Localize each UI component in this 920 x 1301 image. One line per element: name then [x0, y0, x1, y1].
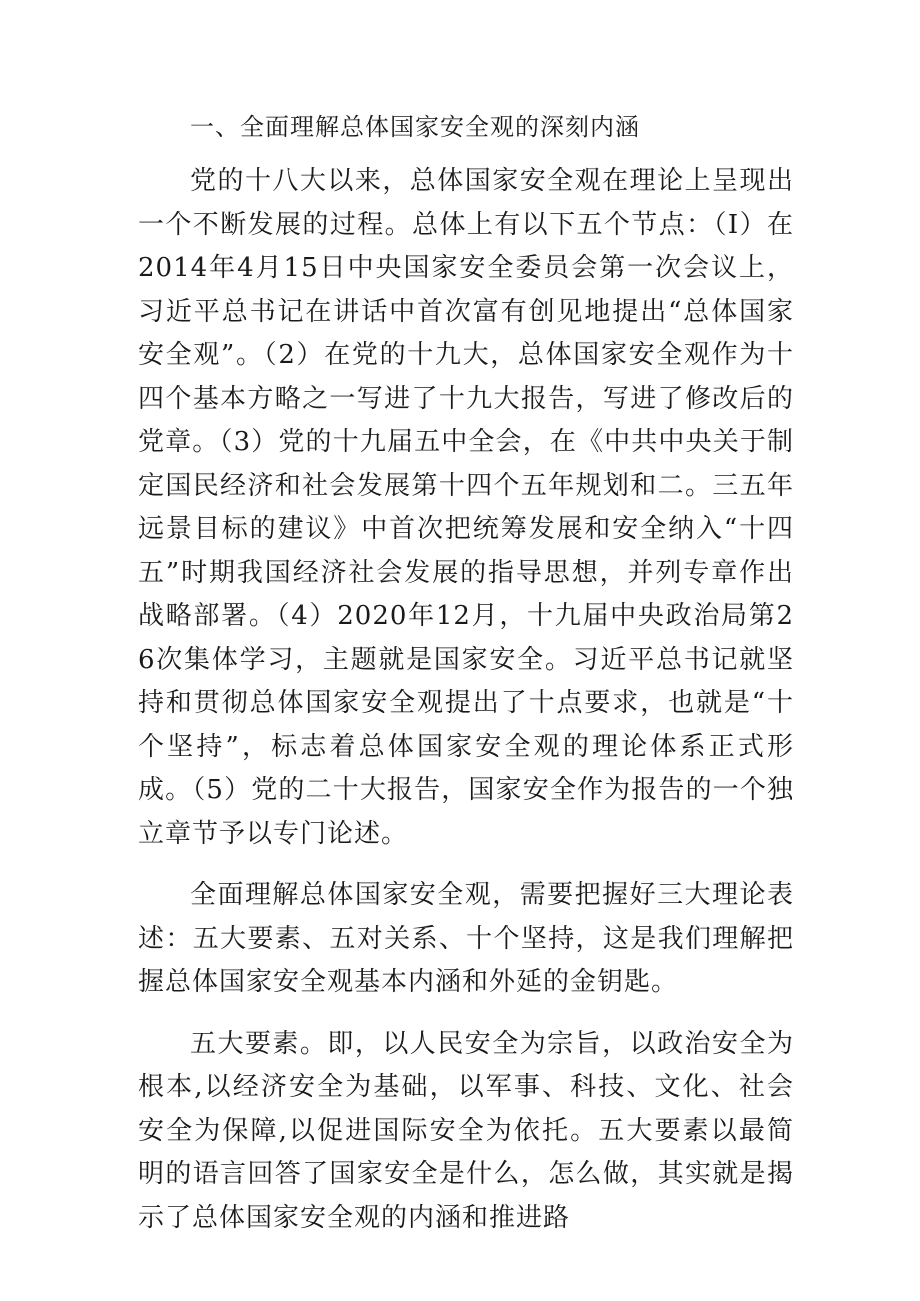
paragraph-five-elements: 五大要素。即，以人民安全为宗旨，以政治安全为根本,以经济安全为基础，以军事、科技、文化、社会安全为保障,以促进国际安全为依托。五大要素以最简明的语言回答了国家安全是什么，怎么做，其实就是揭示了总体国家安全观的内涵和推进路: [138, 1028, 794, 1233]
paragraph-development-nodes: 党的十八大以来，总体国家安全观在理论上呈现出一个不断发展的过程。总体上有以下五个节点：（I）在2014年4月15日中央国家安全委员会第一次会议上，习近平总书记在讲话中首次富有创见地提出“总体国家安全观”。（2）在党的十九大，总体国家安全观作为十四个基本方略之一写进了十九大报告，写进了修改后的党章。（3）党的十九届五中全会，在《中共中央关于制定国民经济和社会发展第十四个五年规划和二。三五年远景目标的建议》中首次把统筹发展和安全纳入“十四五”时期我国经济社会发展的指导思想，并列专章作出战略部署。（4）2020年12月，十九届中央政治局第26次集体学习，主题就是国家安全。习近平总书记就坚持和贯彻总体国家安全观提出了十点要求，也就是“十个坚持”，标志着总体国家安全观的理论体系正式形成。（5）党的二十大报告，国家安全作为报告的一个独立章节予以专门论述。: [138, 166, 794, 849]
paragraph-three-theories: 全面理解总体国家安全观，需要把握好三大理论表述：五大要素、五对关系、十个坚持，这是我们理解把握总体国家安全观基本内涵和外延的金钥匙。: [138, 880, 794, 997]
section-heading: 一、全面理解总体国家安全观的深刻内涵: [190, 113, 640, 141]
